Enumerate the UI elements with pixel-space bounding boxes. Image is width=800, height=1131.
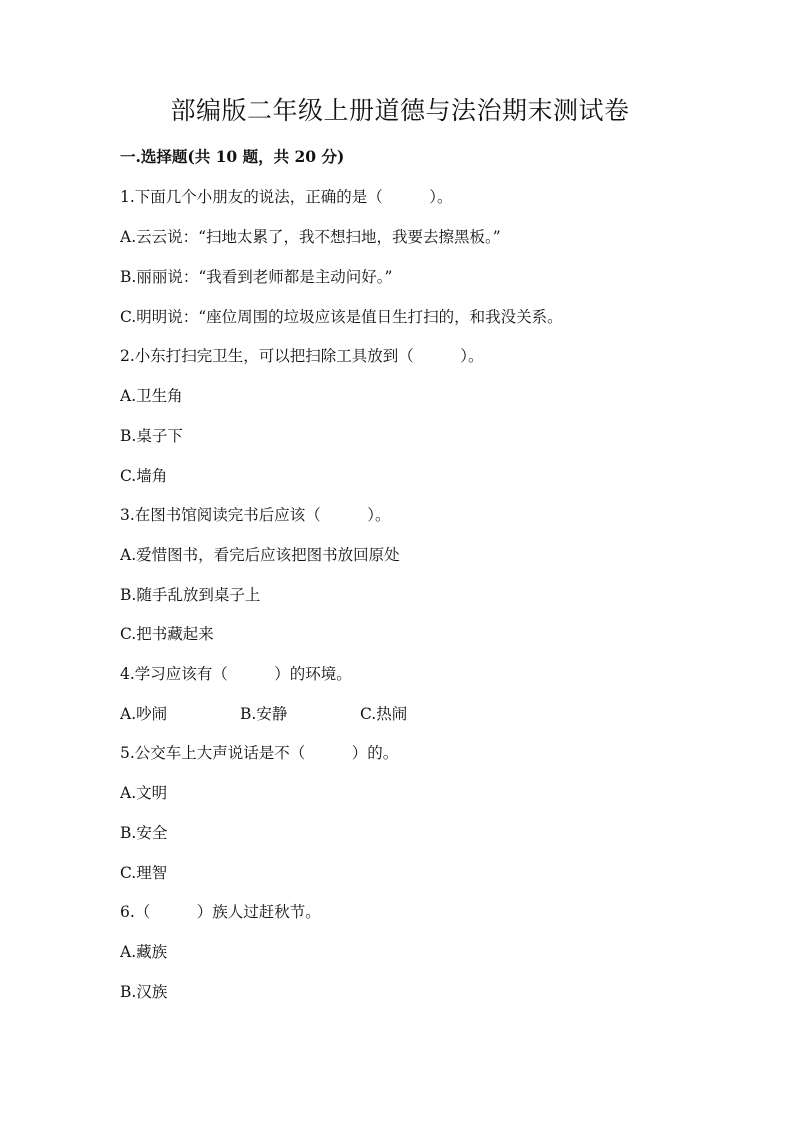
answer-option: A.爱惜图书，看完后应该把图书放回原处	[120, 546, 400, 564]
answer-options-row	[120, 702, 480, 726]
answer-option: A.文明	[120, 784, 168, 802]
section-heading: 一.选择题(共 10 题，共 20 分)	[120, 147, 345, 166]
answer-option: C.明明说：“座位周围的垃圾应该是值日生打扫的，和我没关系。	[120, 308, 563, 326]
answer-option: A.藏族	[120, 943, 168, 961]
question-stem: 6.（ ）族人过赶秋节。	[120, 903, 321, 921]
answer-option: B.安全	[120, 824, 168, 842]
page-title: 部编版二年级上册道德与法治期末测试卷	[170, 96, 630, 125]
question-stem: 2.小东打扫完卫生，可以把扫除工具放到（ ）。	[120, 347, 484, 365]
answer-option: B.丽丽说：“我看到老师都是主动问好。”	[120, 268, 393, 286]
answer-option: A.云云说：“扫地太累了，我不想扫地，我要去擦黑板。”	[120, 228, 501, 246]
question-stem: 1.下面几个小朋友的说法，正确的是（ ）。	[120, 188, 453, 206]
answer-option: C.热闹	[360, 705, 408, 723]
answer-option: A.卫生角	[120, 387, 183, 405]
answer-option: C.墙角	[120, 467, 168, 485]
question-stem: 5.公交车上大声说话是不（ ）的。	[120, 744, 399, 762]
answer-option: B.桌子下	[120, 427, 183, 445]
answer-option: B.随手乱放到桌子上	[120, 586, 261, 604]
question-stem: 3.在图书馆阅读完书后应该（ ）。	[120, 506, 391, 524]
answer-option: C.理智	[120, 864, 168, 882]
answer-option: B.安静	[240, 705, 288, 723]
answer-option: C.把书藏起来	[120, 625, 214, 643]
answer-option: B.汉族	[120, 983, 168, 1001]
answer-option: A.吵闹	[120, 705, 168, 723]
question-stem: 4.学习应该有（ ）的环境。	[120, 665, 352, 683]
